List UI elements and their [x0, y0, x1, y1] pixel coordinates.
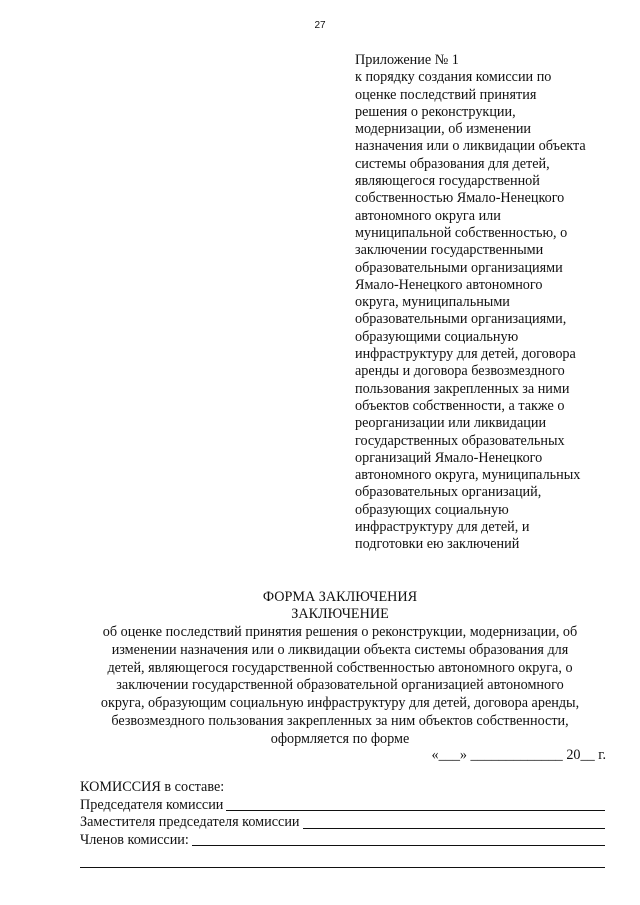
deputy-blank-line [303, 828, 605, 829]
appendix-line: объектов собственности, а также о [355, 397, 565, 414]
appendix-line: образующих социальную [355, 501, 509, 518]
appendix-line: образующими социальную [355, 328, 519, 345]
appendix-line: автономного округа, муниципальных [355, 467, 581, 484]
deputy-label: Заместителя председателя комиссии [80, 814, 300, 830]
members-extra-blank-line [80, 852, 605, 868]
appendix-line: собственностью Ямало-Ненецкого [355, 190, 565, 207]
members-label: Членов комиссии: [80, 831, 189, 848]
conclusion-desc-line: оформляется по форме [270, 730, 410, 747]
appendix-line: системы образования для детей, [355, 155, 550, 172]
appendix-line: оценке последствий принятия [355, 86, 537, 103]
members-row [80, 832, 605, 850]
appendix-line: образовательными организациями, [355, 311, 567, 328]
conclusion-desc-line: безвозмездного пользования закрепленных за ним объектов собственности, [111, 712, 569, 729]
appendix-line: аренды и договора безвозмездного [355, 363, 565, 380]
appendix-line: заключении государственными [355, 242, 544, 259]
chair-row [80, 797, 605, 815]
conclusion-desc-line: заключении государственной образовательной организацией автономного [116, 677, 564, 694]
page-number: 27 [314, 20, 326, 31]
appendix-line: инфраструктуру для детей, и [355, 519, 530, 536]
commission-section [80, 779, 605, 868]
appendix-line: округа, муниципальными [355, 294, 510, 311]
appendix-line: организаций Ямало-Ненецкого [355, 449, 543, 466]
appendix-line: образовательных организаций, [355, 484, 542, 501]
form-title: ФОРМА ЗАКЛЮЧЕНИЯ [262, 589, 418, 605]
appendix-line: государственных образовательных [355, 432, 565, 449]
appendix-line: модернизации, об изменении [355, 121, 532, 138]
appendix-line: муниципальной собственностью, о [355, 224, 568, 241]
appendix-note [355, 52, 610, 554]
commission-heading: КОМИССИЯ в составе: [80, 779, 225, 795]
conclusion-title: ЗАКЛЮЧЕНИЕ [291, 606, 389, 622]
chair-blank-line [226, 810, 605, 811]
appendix-line: назначения или о ликвидации объекта [355, 138, 586, 155]
appendix-line: к порядку создания комиссии по [355, 69, 552, 86]
members-blank-line [192, 845, 605, 846]
appendix-line: являющегося государственной [355, 173, 540, 190]
deputy-row [80, 814, 605, 832]
appendix-line: Ямало-Ненецкого автономного [355, 276, 543, 293]
appendix-line: Приложение № 1 [355, 52, 459, 68]
conclusion-desc-line: округа, образующим социальную инфраструктуру для детей, договора аренды, [100, 695, 580, 712]
appendix-line: реорганизации или ликвидации [355, 415, 547, 432]
commission-heading-row [80, 779, 605, 797]
conclusion-desc-line: об оценке последствий принятия решения о реконструкции, модернизации, об [102, 624, 578, 640]
appendix-line: пользования закрепленных за ними [355, 380, 570, 397]
conclusion-desc-line: детей, являющегося государственной собственностью автономного округа, о [107, 659, 573, 676]
appendix-line: инфраструктуру для детей, договора [355, 346, 576, 363]
appendix-line: подготовки ею заключений [355, 536, 520, 553]
chair-label: Председателя комиссии [80, 796, 224, 813]
appendix-line: автономного округа или [355, 207, 501, 224]
appendix-line: решения о реконструкции, [355, 103, 516, 120]
date-line: «___» _____________ 20__ г. [431, 747, 606, 763]
conclusion-description [70, 624, 610, 749]
appendix-line: образовательными организациями [355, 259, 563, 276]
conclusion-desc-line: изменении назначения или о ликвидации объекта системы образования для [111, 641, 569, 658]
